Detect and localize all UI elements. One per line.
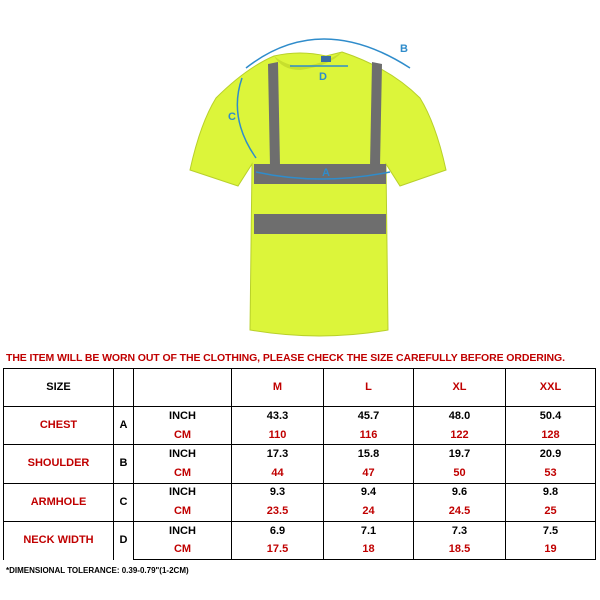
measurement-letter: A bbox=[114, 407, 134, 445]
value-cm: 44 bbox=[232, 464, 324, 483]
value-cm: 122 bbox=[414, 426, 506, 445]
value-inch: 7.3 bbox=[414, 521, 506, 540]
sizing-notice: THE ITEM WILL BE WORN OUT OF THE CLOTHING, PLEASE CHECK THE SIZE CAREFULLY BEFORE ORDERING. bbox=[6, 352, 565, 364]
value-cm: 110 bbox=[232, 426, 324, 445]
value-cm: 17.5 bbox=[232, 540, 324, 559]
unit-cm: CM bbox=[134, 464, 232, 483]
table-row bbox=[4, 445, 596, 464]
measurement-letter: D bbox=[114, 521, 134, 559]
unit-inch: INCH bbox=[134, 445, 232, 464]
value-cm: 53 bbox=[506, 464, 596, 483]
value-cm: 18 bbox=[324, 540, 414, 559]
value-inch: 19.7 bbox=[414, 445, 506, 464]
value-inch: 9.3 bbox=[232, 483, 324, 502]
value-inch: 6.9 bbox=[232, 521, 324, 540]
measurement-name: NECK WIDTH bbox=[4, 521, 114, 559]
measurement-name: ARMHOLE bbox=[4, 483, 114, 521]
size-m: M bbox=[232, 369, 324, 407]
unit-cm: CM bbox=[134, 426, 232, 445]
tape-waist bbox=[254, 214, 386, 234]
table-row bbox=[4, 483, 596, 502]
value-inch: 48.0 bbox=[414, 407, 506, 426]
size-l: L bbox=[324, 369, 414, 407]
unit-header bbox=[134, 369, 232, 407]
tape-chest bbox=[254, 164, 386, 184]
size-xxl: XXL bbox=[506, 369, 596, 407]
value-inch: 9.8 bbox=[506, 483, 596, 502]
table-row bbox=[4, 407, 596, 426]
unit-inch: INCH bbox=[134, 521, 232, 540]
value-inch: 17.3 bbox=[232, 445, 324, 464]
table-row bbox=[4, 521, 596, 540]
value-cm: 18.5 bbox=[414, 540, 506, 559]
tape-left bbox=[268, 62, 280, 166]
value-inch: 15.8 bbox=[324, 445, 414, 464]
value-cm: 24 bbox=[324, 502, 414, 521]
dimension-a-label: A bbox=[322, 167, 330, 179]
neck-tag bbox=[321, 56, 331, 62]
measurement-name: SHOULDER bbox=[4, 445, 114, 483]
size-xl: XL bbox=[414, 369, 506, 407]
value-cm: 128 bbox=[506, 426, 596, 445]
dimension-c-label: C bbox=[228, 111, 236, 123]
dimension-d-label: D bbox=[319, 71, 327, 83]
measurement-letter: C bbox=[114, 483, 134, 521]
measurement-name: CHEST bbox=[4, 407, 114, 445]
tape-right bbox=[370, 62, 382, 166]
value-cm: 50 bbox=[414, 464, 506, 483]
letter-header bbox=[114, 369, 134, 407]
value-cm: 47 bbox=[324, 464, 414, 483]
tolerance-note: *DIMENSIONAL TOLERANCE: 0.39-0.79"(1-2CM) bbox=[6, 566, 189, 575]
unit-cm: CM bbox=[134, 540, 232, 559]
value-inch: 45.7 bbox=[324, 407, 414, 426]
value-inch: 43.3 bbox=[232, 407, 324, 426]
value-cm: 116 bbox=[324, 426, 414, 445]
value-inch: 20.9 bbox=[506, 445, 596, 464]
value-cm: 23.5 bbox=[232, 502, 324, 521]
value-inch: 7.1 bbox=[324, 521, 414, 540]
header-row bbox=[4, 369, 596, 407]
value-inch: 9.4 bbox=[324, 483, 414, 502]
value-inch: 9.6 bbox=[414, 483, 506, 502]
shirt-body bbox=[190, 52, 446, 336]
value-inch: 7.5 bbox=[506, 521, 596, 540]
value-cm: 25 bbox=[506, 502, 596, 521]
unit-cm: CM bbox=[134, 502, 232, 521]
unit-inch: INCH bbox=[134, 483, 232, 502]
measurement-letter: B bbox=[114, 445, 134, 483]
unit-inch: INCH bbox=[134, 407, 232, 426]
value-cm: 24.5 bbox=[414, 502, 506, 521]
size-header: SIZE bbox=[4, 369, 114, 407]
dimension-b-label: B bbox=[400, 43, 408, 55]
value-cm: 19 bbox=[506, 540, 596, 559]
value-inch: 50.4 bbox=[506, 407, 596, 426]
size-chart-table bbox=[3, 368, 596, 560]
